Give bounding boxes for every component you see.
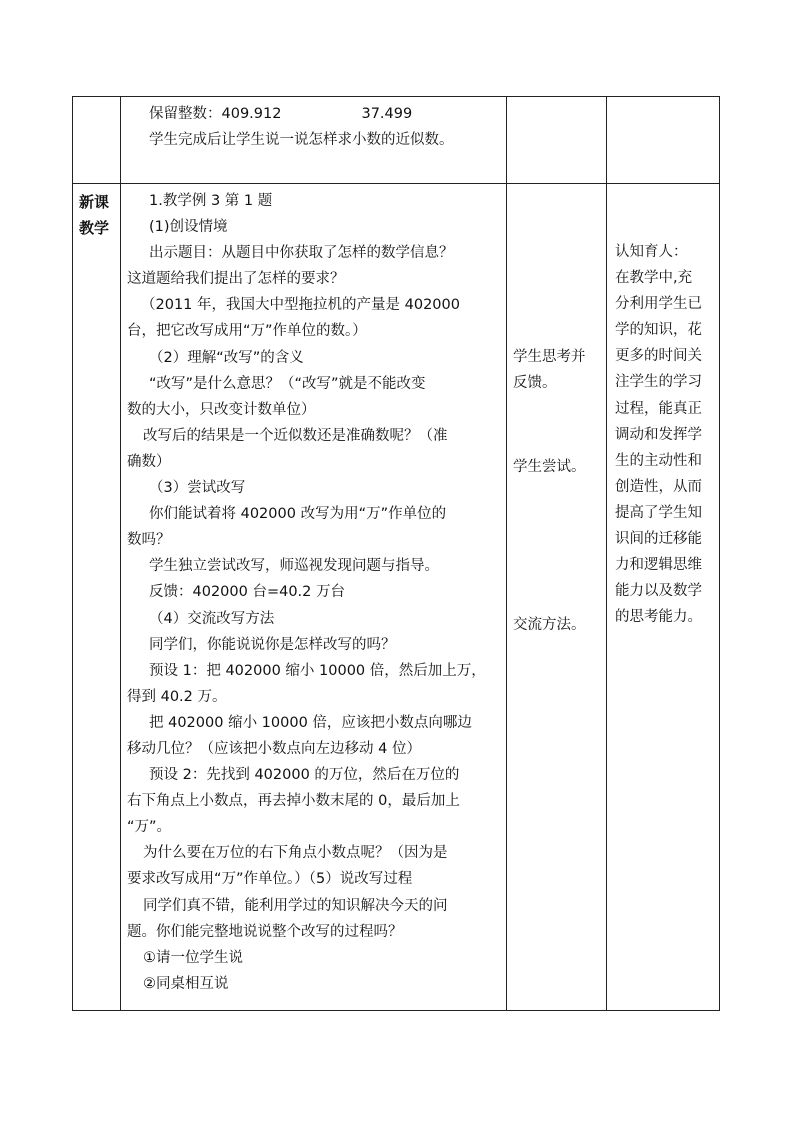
intent-line: 识间的迁移能: [615, 531, 702, 548]
text-line: (1)创设情境: [149, 219, 228, 236]
text-line: 预设 1：把 402000 缩小 10000 倍，然后加上万，: [149, 662, 486, 679]
intent-line: 能力以及数学: [615, 583, 702, 600]
text-line: 数的大小，只改变计数单位）: [127, 401, 316, 418]
intent-line: 生的主动性和: [615, 452, 702, 469]
student-activity-cell: [507, 184, 607, 1011]
intent-line: 更多的时间关: [615, 348, 702, 365]
table-row: [73, 97, 720, 184]
text-line: 要求改写成用“万”作单位。）（5）说改写过程: [127, 871, 413, 888]
text-line: 这道题给我们提出了怎样的要求？: [127, 271, 345, 288]
label-cell: [73, 184, 121, 1011]
text-line: 移动几位？（应该把小数点向左边移动 4 位）: [127, 740, 421, 757]
student-note: 学生尝试。: [513, 459, 586, 476]
text-line: “改写”是什么意思？（“改写”就是不能改变: [149, 375, 426, 392]
intent-line: 创造性，从而: [615, 478, 702, 495]
content-cell: [121, 184, 507, 1011]
label-cell: [73, 97, 121, 184]
text-line: ①请一位学生说: [143, 949, 243, 966]
text-line: 1.教学例 3 第 1 题: [149, 193, 273, 209]
text-line: 台，把它改写成用“万”作单位的数。）: [127, 323, 367, 340]
text-line: （4）交流改写方法: [149, 610, 275, 627]
intent-line: 认知育人：: [615, 244, 688, 260]
text-line: 出示题目：从题目中你获取了怎样的数学信息？: [149, 245, 454, 262]
text-line: “万”。: [127, 819, 172, 836]
intent-line: 提高了学生知: [615, 504, 702, 521]
text-line: 改写后的结果是一个近似数还是准确数呢？（准: [143, 427, 448, 444]
intent-line: 力和逻辑思维: [615, 557, 702, 574]
content-cell: [121, 97, 507, 184]
intent-line: 分利用学生已: [615, 296, 702, 313]
section-label: 教学: [79, 219, 110, 237]
student-note: 学生思考并: [513, 349, 586, 365]
text-line: （3）尝试改写: [149, 480, 246, 497]
text-line: 右下角点上小数点，再去掉小数末尾的 0，最后加上: [127, 793, 460, 810]
text-line: 学生完成后让学生说一说怎样求小数的近似数。: [149, 132, 454, 149]
student-note: 交流方法。: [513, 617, 586, 634]
text-line: 同学们真不错，能利用学过的知识解决今天的问: [143, 897, 448, 914]
text-line: 把 402000 缩小 10000 倍，应该把小数点向哪边: [149, 714, 472, 731]
text-line: 题。你们能完整地说说整个改写的过程吗？: [127, 923, 403, 940]
student-note: 反馈。: [513, 375, 557, 392]
text-line: （2011 年，我国大中型拖拉机的产量是 402000: [141, 297, 460, 314]
intent-line: 学的知识，花: [615, 322, 702, 339]
text-line: 同学们，你能说说你是怎样改写的吗？: [149, 636, 396, 653]
text-line: 数吗？: [127, 532, 171, 549]
table-row: [73, 184, 720, 1011]
intent-line: 调动和发挥学: [615, 426, 702, 443]
text-line: （2）理解“改写”的含义: [149, 349, 304, 366]
design-intent-cell: [607, 97, 720, 184]
lesson-plan-table: [72, 96, 720, 1011]
intent-line: 的思考能力。: [615, 609, 702, 626]
intent-line: 过程，能真正: [615, 400, 702, 417]
text-line: 你们能试着将 402000 改写为用“万”作单位的: [149, 506, 447, 523]
student-activity-cell: [507, 97, 607, 184]
intent-line: 注学生的学习: [615, 374, 702, 391]
text-line: 反馈：402000 台=40.2 万台: [149, 584, 346, 601]
text-line: 确数）: [127, 453, 171, 470]
text-line: 为什么要在万位的右下角点小数点呢？（因为是: [143, 845, 448, 862]
design-intent-cell: [607, 184, 720, 1011]
intent-line: 在教学中,充: [615, 270, 693, 287]
rounding-line: [127, 101, 502, 127]
text-line: 得到 40.2 万。: [127, 688, 227, 705]
text-line: 学生独立尝试改写，师巡视发现问题与指导。: [149, 558, 439, 575]
text-line: ②同桌相互说: [143, 975, 229, 992]
rounding-value-2: 37.499: [361, 106, 413, 122]
text-line: 预设 2：先找到 402000 的万位，然后在万位的: [149, 767, 460, 784]
rounding-value-1: 保留整数：409.912: [149, 106, 282, 122]
section-label: 新课: [79, 193, 110, 211]
